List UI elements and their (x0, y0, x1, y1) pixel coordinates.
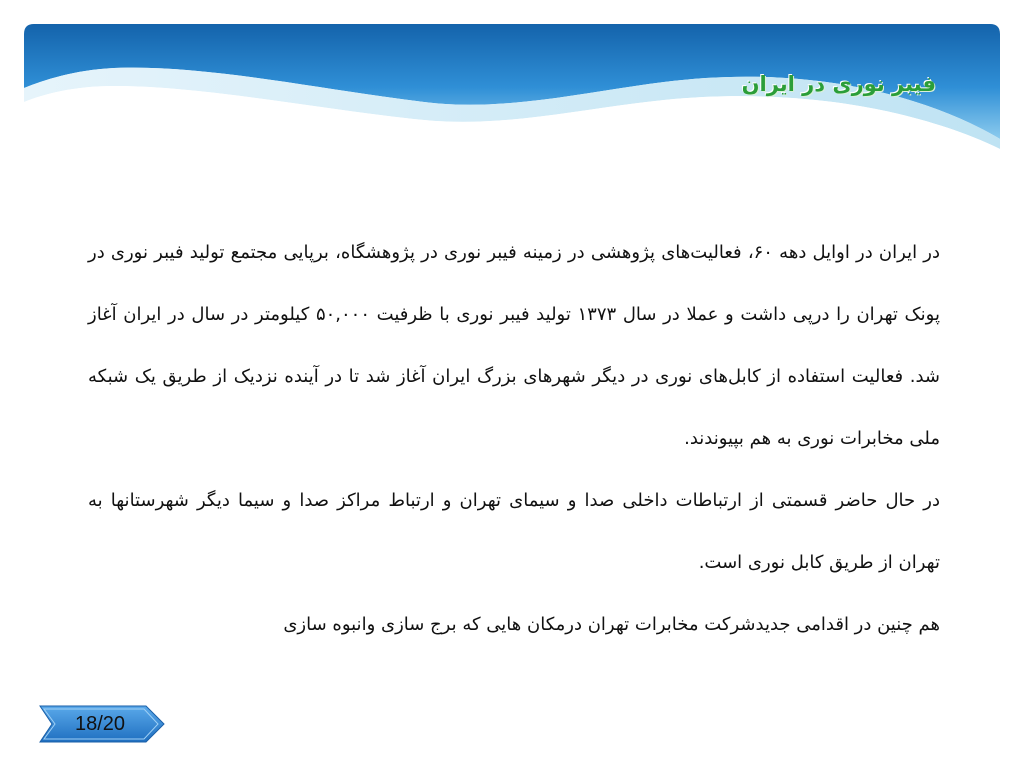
slide-title: فیبر نوری در ایران (741, 72, 936, 96)
wave-decoration (24, 24, 1000, 184)
page-number: 18/20 (74, 712, 126, 735)
header-banner (24, 24, 1000, 184)
slide-body (88, 222, 940, 656)
page-counter[interactable] (34, 704, 166, 744)
body-paragraph: در حال حاضر قسمتی از ارتباطات داخلی صدا و سیمای تهران و ارتباط مراکز صدا و سیما دیگر شهرستانها به تهران از طریق کابل نوری است. (88, 490, 940, 573)
body-paragraph: در ایران در اوایل دهه ۶۰، فعالیت‌های پژوهشی در زمینه فیبر نوری در پژوهشگاه، برپایی مجتمع تولید فیبر نوری در پونک تهران را درپی داشت و عملا در سال ۱۳۷۳ تولید فیبر نوری با ظرفیت ۵۰,۰۰۰ کیلومتر در سال در ایران آغاز شد. فعالیت استفاده از کابل‌های نوری در دیگر شهرهای بزرگ ایران آغاز شد تا در آینده نزدیک از طریق یک شبکه ملی مخابرات نوری به هم بپیوندند. (88, 242, 940, 449)
body-paragraph: هم چنین در اقدامی جدیدشرکت مخابرات تهران درمکان هایی که برج سازی وانبوه سازی (283, 614, 940, 635)
